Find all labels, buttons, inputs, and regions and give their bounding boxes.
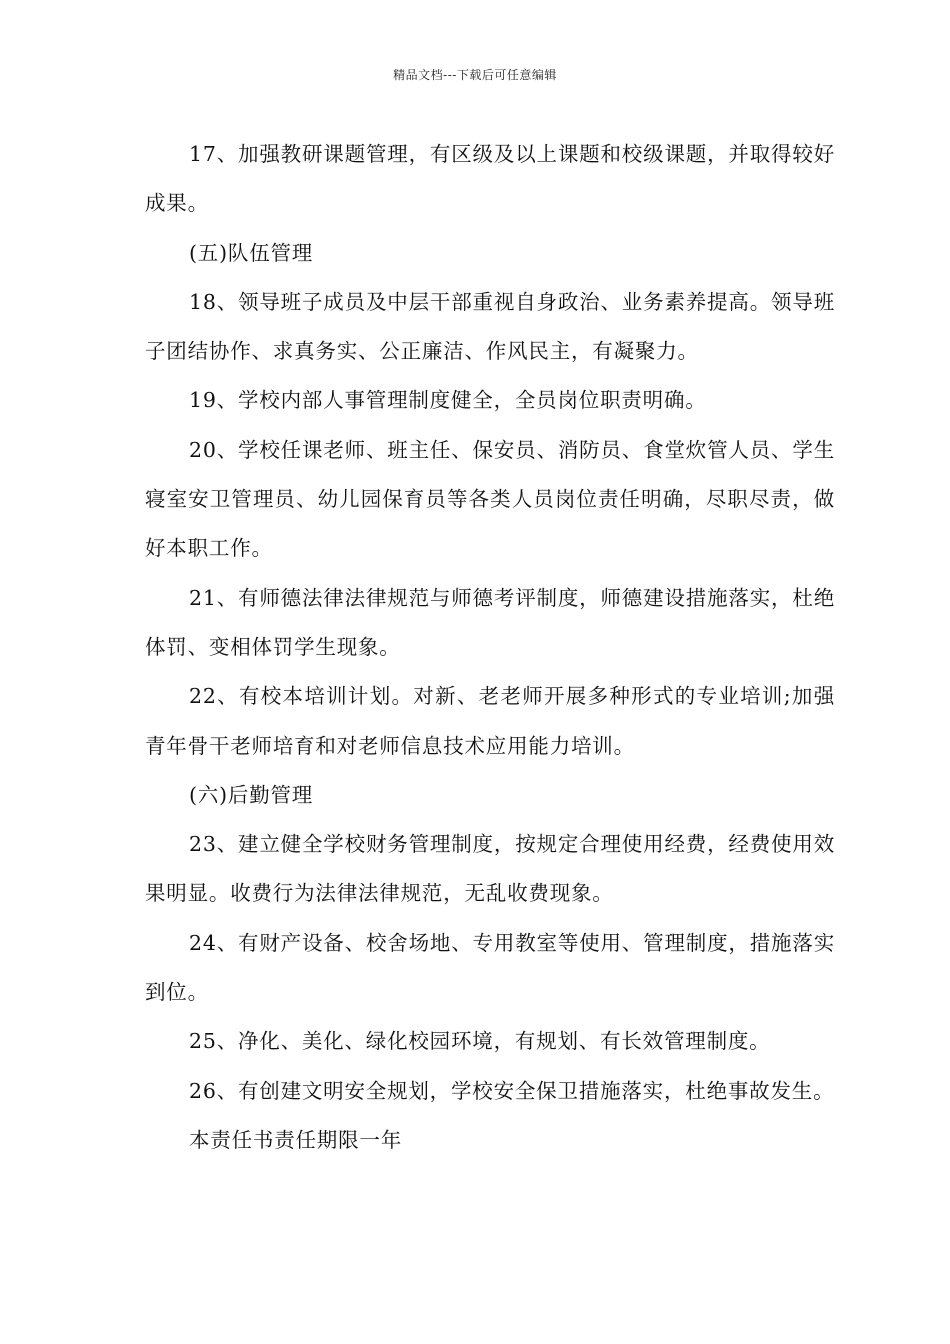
paragraph-item-17: 17、加强教研课题管理，有区级及以上课题和校级课题，并取得较好成果。 — [145, 142, 835, 216]
paragraph-item-20: 20、学校任课老师、班主任、保安员、消防员、食堂炊管人员、学生寝室安卫管理员、幼儿园保育员等各类人员岗位责任明确，尽职尽责，做好本职工作。 — [145, 437, 835, 561]
paragraph-item-25: 25、净化、美化、绿化校园环境，有规划、有长效管理制度。 — [189, 1029, 771, 1054]
paragraph-item-26: 26、有创建文明安全规划，学校安全保卫措施落实，杜绝事故发生。 — [189, 1078, 835, 1103]
paragraph-item-24: 24、有财产设备、校舍场地、专用教室等使用、管理制度，措施落实到位。 — [145, 930, 835, 1005]
paragraph-item-19: 19、学校内部人事管理制度健全，全员岗位职责明确。 — [189, 388, 707, 413]
section-heading-team-management: (五)队伍管理 — [189, 240, 314, 265]
closing-statement: 本责任书责任期限一年 — [189, 1127, 402, 1152]
page-header: 精品文档---下载后可任意编辑 — [393, 68, 557, 82]
paragraph-item-21: 21、有师德法律法律规范与师德考评制度，师德建设措施落实，杜绝体罚、变相体罚学生现象。 — [145, 585, 835, 659]
document-body — [145, 130, 835, 1165]
paragraph-item-18: 18、领导班子成员及中层干部重视自身政治、业务素养提高。领导班子团结协作、求真务实、公正廉洁、作风民主，有凝聚力。 — [145, 289, 835, 364]
paragraph-item-22: 22、有校本培训计划。对新、老老师开展多种形式的专业培训;加强青年骨干老师培育和对老师信息技术应用能力培训。 — [145, 684, 835, 758]
section-heading-logistics-management: (六)后勤管理 — [189, 782, 314, 807]
paragraph-item-23: 23、建立健全学校财务管理制度，按规定合理使用经费，经费使用效果明显。收费行为法律法律规范，无乱收费现象。 — [145, 832, 835, 906]
